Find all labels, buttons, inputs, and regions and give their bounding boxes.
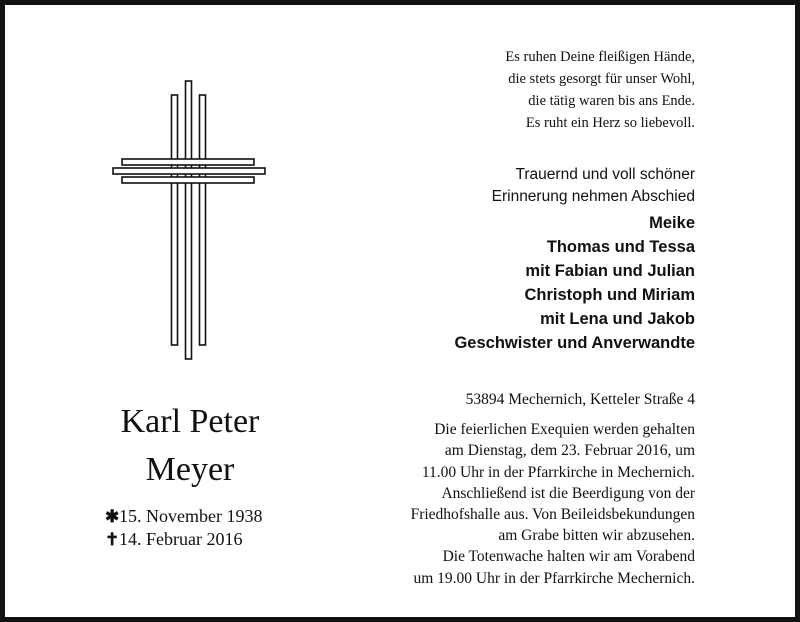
funeral-info (411, 389, 695, 589)
intro-line: Erinnerung nehmen Abschied (491, 188, 695, 205)
poem-line: die stets gesorgt für unser Wohl, (508, 71, 695, 87)
mourner-line: Thomas und Tessa (546, 238, 695, 256)
family-address: 53894 Mechernich, Ketteler Straße 4 (465, 391, 695, 408)
birth-date: 15. November 1938 (119, 506, 263, 526)
service-line: Anschließend ist die Beerdigung von der (441, 484, 695, 502)
birth-star-icon: ✱ (105, 507, 120, 526)
life-dates (105, 505, 262, 551)
mourners-list (454, 211, 695, 355)
intro-line: Trauernd und voll schöner (515, 166, 695, 183)
mourner-line: mit Lena und Jakob (540, 310, 695, 328)
service-line: Die feierlichen Exequien werden gehalten (434, 421, 695, 439)
service-line: um 19.00 Uhr in der Pfarrkirche Mechernich. (413, 569, 695, 587)
death-date-row (105, 528, 262, 551)
service-line: am Grabe bitten wir abzusehen. (498, 527, 695, 545)
mourner-line: mit Fabian und Julian (525, 262, 695, 280)
service-line: 11.00 Uhr in der Pfarrkirche in Mechernich. (421, 463, 695, 481)
service-line: am Dienstag, dem 23. Februar 2016, um (444, 442, 695, 460)
service-line: Die Totenwache halten wir am Vorabend (442, 548, 695, 566)
deceased-name-last: Meyer (145, 451, 235, 488)
mourner-line: Christoph und Miriam (524, 286, 695, 304)
mourner-line: Geschwister und Anverwandte (454, 334, 695, 352)
memorial-poem (505, 46, 695, 134)
service-line: Friedhofshalle aus. Von Beileidsbekundungen (410, 506, 695, 524)
death-cross-icon: ✝ (105, 530, 120, 549)
deceased-name-first: Karl Peter (120, 403, 260, 440)
mourner-line: Meike (649, 214, 695, 232)
christian-cross-icon (109, 77, 269, 363)
poem-line: die tätig waren bis ans Ende. (528, 93, 695, 109)
farewell-intro (492, 164, 695, 208)
death-date: 14. Februar 2016 (119, 529, 243, 549)
birth-date-row (105, 505, 262, 528)
poem-line: Es ruhen Deine fleißigen Hände, (505, 49, 695, 65)
poem-line: Es ruht ein Herz so liebevoll. (525, 115, 695, 131)
